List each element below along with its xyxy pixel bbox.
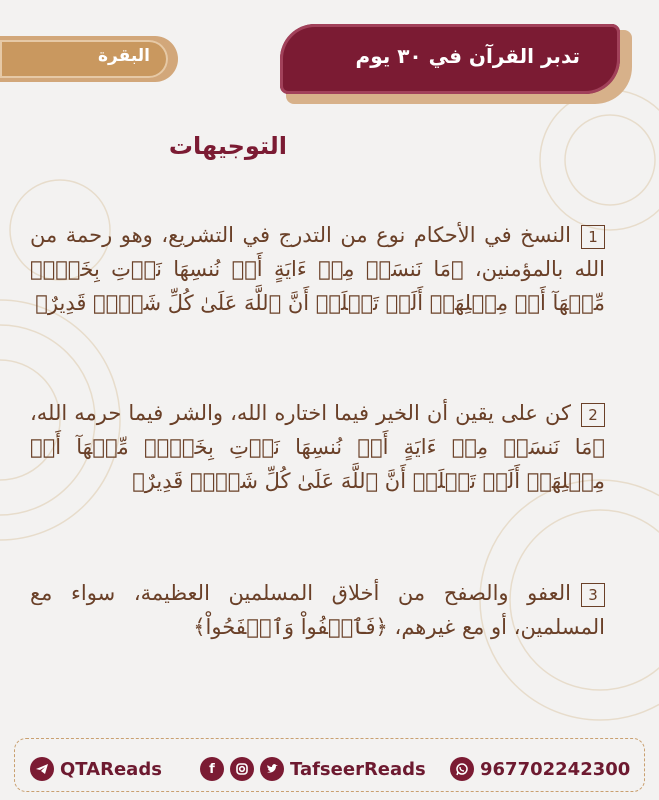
section-title: التوجيهات [168, 132, 287, 160]
point-number: 3 [581, 583, 605, 607]
guidance-point-2 [30, 396, 605, 498]
quran-verse: ﴿فَٱعۡفُواْ وَٱصۡفَحُواْ﴾ [193, 615, 388, 639]
surah-label: البقرة [98, 46, 150, 66]
page-title: تدبر القرآن في ٣٠ يوم [355, 44, 580, 68]
point-text: كن على يقين أن الخير فيما اختاره الله، والشر فيما حرمه الله، [30, 401, 571, 425]
point-number: 1 [581, 225, 605, 249]
social-links[interactable] [200, 756, 426, 782]
telegram-link[interactable] [30, 756, 162, 782]
telegram-handle: QTAReads [60, 758, 162, 780]
guidance-point-1 [30, 218, 605, 320]
quran-verse: ﴿مَا نَنسَخۡ مِنۡ ءَايَةٍ أَوۡ نُنسِهَا نَأۡتِ بِخَيۡرٖ مِّنۡهَآ أَوۡ مِثۡلِهَآۗ أَلَمۡ تَعۡلَمۡ أَنَّ ٱللَّهَ عَلَىٰ كُلِّ شَيۡءٖ قَدِيرٌ﴾ [30, 257, 605, 315]
whatsapp-icon [450, 757, 474, 781]
social-handle: TafseerReads [290, 758, 426, 780]
point-text: العفو والصفح من أخلاق المسلمين العظيمة، سواء مع المسلمين، أو مع غيرهم، [30, 581, 605, 639]
point-text: النسخ في الأحكام نوع من التدرج في التشريع، وهو رحمة من الله بالمؤمنين، [30, 223, 605, 281]
whatsapp-link[interactable] [450, 756, 630, 782]
twitter-icon[interactable] [260, 757, 284, 781]
whatsapp-number: 967702242300 [480, 758, 631, 780]
telegram-icon [30, 757, 54, 781]
point-number: 2 [581, 403, 605, 427]
quran-verse: ﴿مَا نَنسَخۡ مِنۡ ءَايَةٍ أَوۡ نُنسِهَا نَأۡتِ بِخَيۡرٖ مِّنۡهَآ أَوۡ مِثۡلِهَآۗ أَلَمۡ تَعۡلَمۡ أَنَّ ٱللَّهَ عَلَىٰ كُلِّ شَيۡءٖ قَدِيرٌ﴾ [30, 435, 605, 493]
instagram-icon[interactable] [230, 757, 254, 781]
facebook-icon[interactable]: f [200, 757, 224, 781]
guidance-point-3 [30, 576, 605, 644]
